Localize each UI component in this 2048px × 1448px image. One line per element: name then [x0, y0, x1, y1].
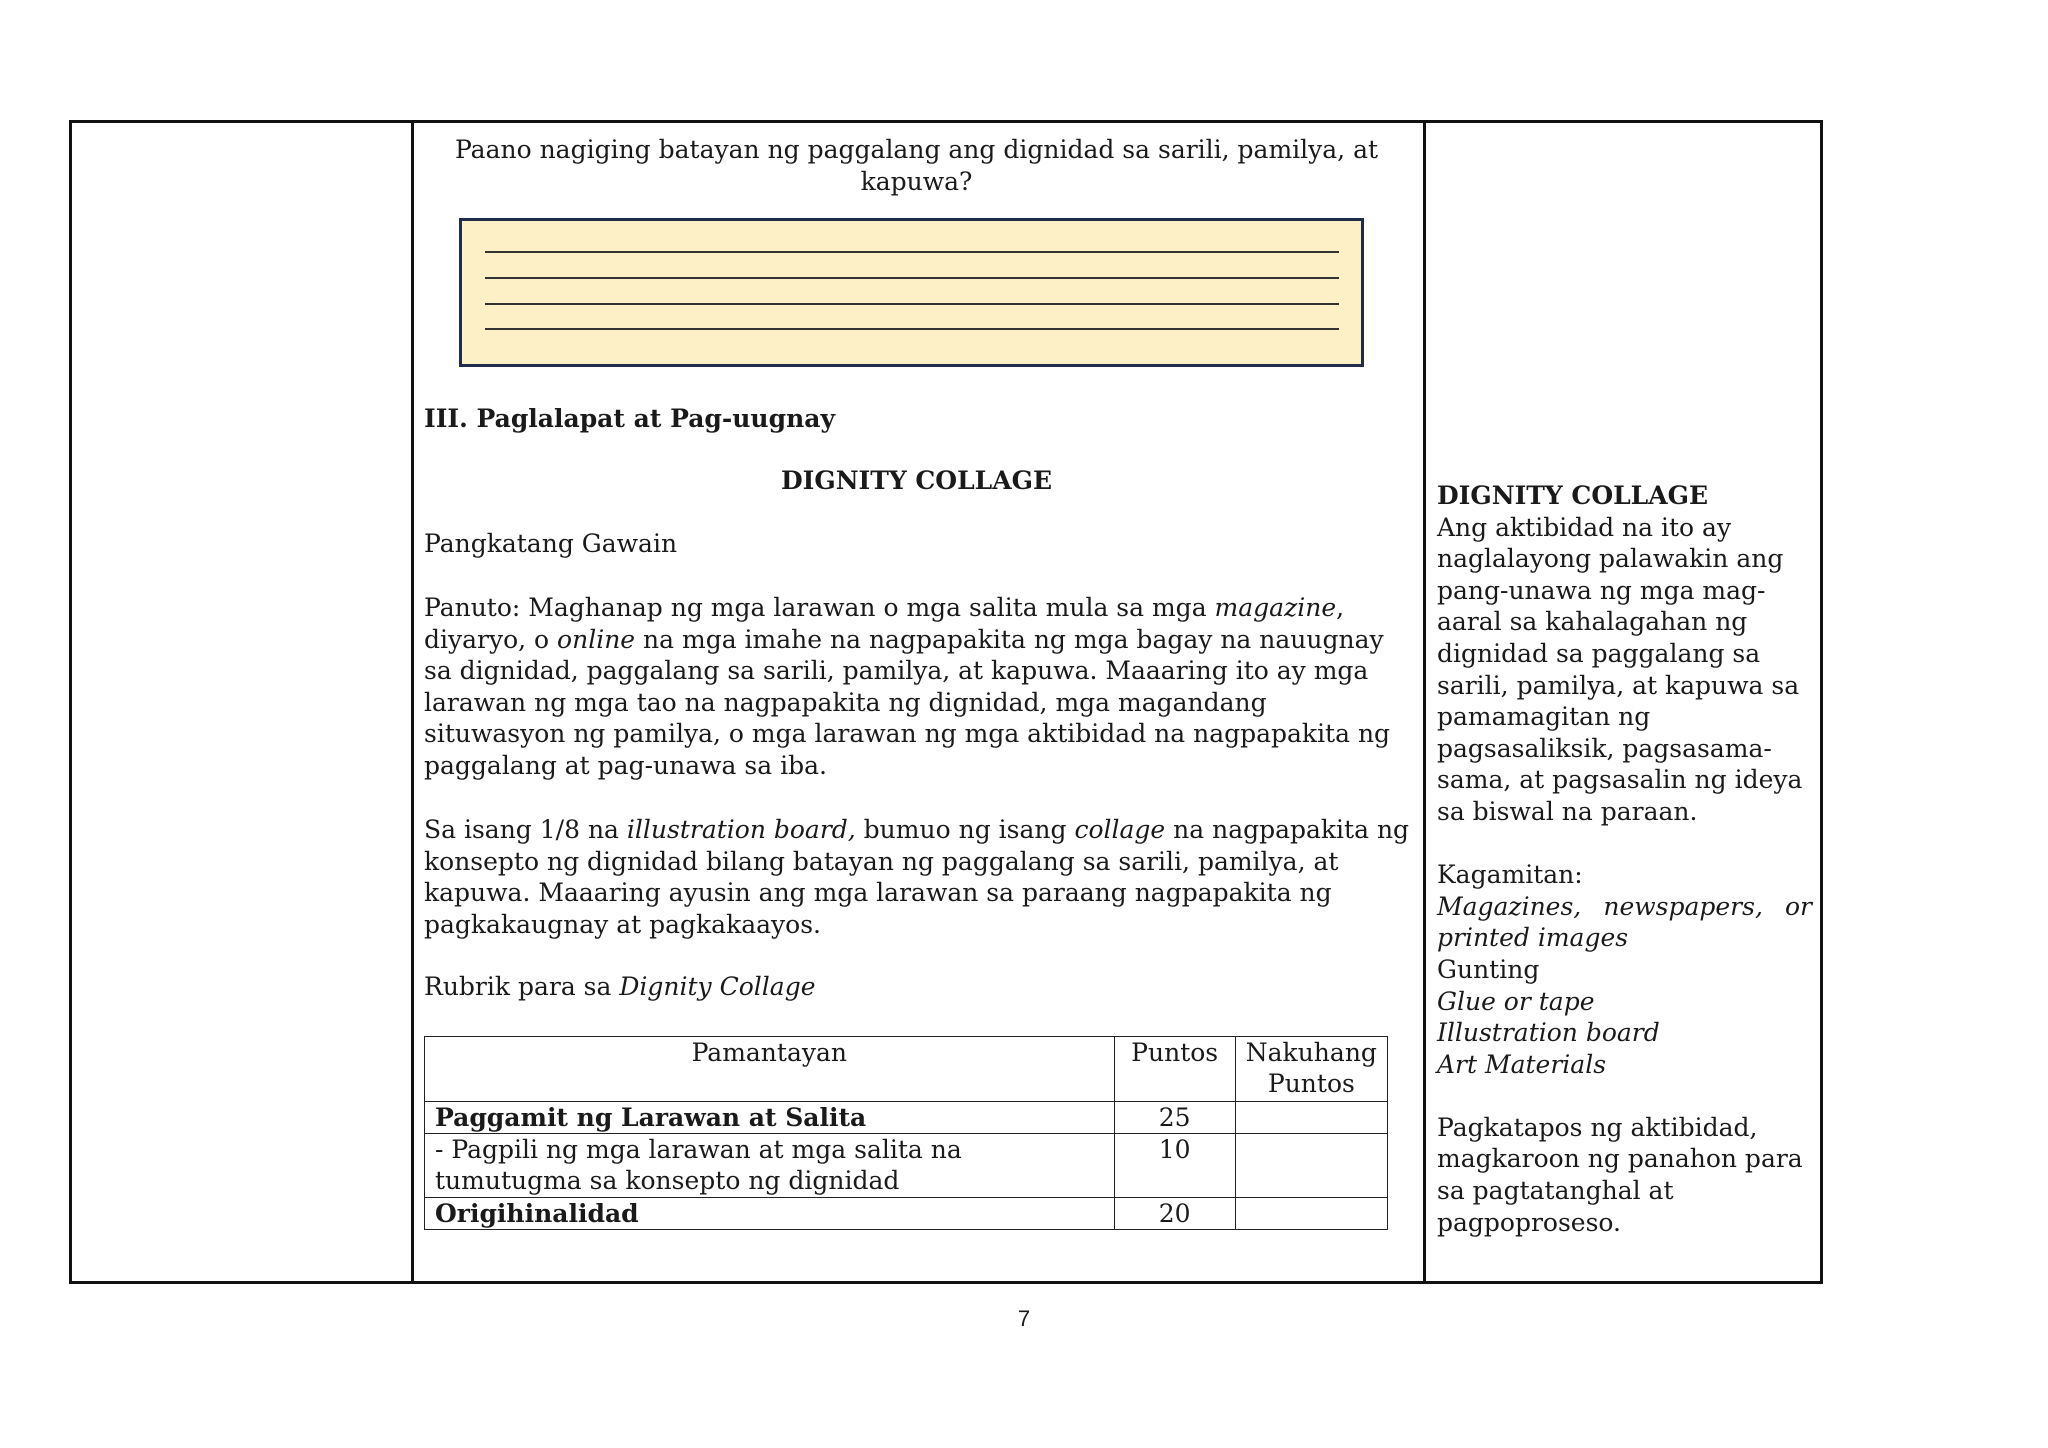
page-number: 7: [1017, 1306, 1031, 1331]
spacer: [1437, 828, 1812, 860]
instructions-text: Panuto: Maghanap ng mga larawan o mga salita mula sa mga: [424, 593, 1215, 622]
materials-item: Magazines, newspapers, or: [1437, 891, 1812, 921]
rubric-label: [424, 972, 816, 1001]
teacher-notes-column: [1437, 480, 1812, 1238]
points-cell: 20: [1114, 1198, 1235, 1230]
table-row: [425, 1102, 1388, 1134]
criteria-line-2: tumutugma sa konsepto ng dignidad: [435, 1166, 900, 1195]
answer-line: [485, 303, 1339, 305]
answer-line: [485, 328, 1339, 330]
section-heading: III. Paglalapat at Pag-uugnay: [424, 404, 835, 433]
earned-points-cell[interactable]: [1235, 1134, 1387, 1198]
instructions-text: Sa isang 1/8 na: [424, 815, 627, 844]
header-criteria: Pamantayan: [425, 1037, 1115, 1102]
rubric-label-prefix: Rubrik para sa: [424, 972, 620, 1001]
reflection-question: [424, 134, 1409, 198]
activity-title: DIGNITY COLLAGE: [780, 466, 1053, 495]
question-line-1: Paano nagiging batayan ng paggalang ang dignidad sa sarili, pamilya, at: [454, 135, 1379, 164]
header-earned-line-2: Puntos: [1267, 1069, 1355, 1098]
instructions-paragraph-1: [424, 592, 1414, 782]
answer-box[interactable]: [459, 218, 1364, 367]
group-activity-label: Pangkatang Gawain: [424, 529, 678, 558]
table-row: [425, 1198, 1388, 1230]
column-divider-right: [1423, 123, 1426, 1281]
rubric-table: [424, 1036, 1388, 1230]
answer-line: [485, 251, 1339, 253]
instructions-italic: illustration board,: [626, 815, 856, 844]
instructions-paragraph-2: [424, 814, 1414, 940]
rubric-label-title: Dignity Collage: [619, 972, 816, 1001]
spacer: [1437, 1080, 1812, 1112]
materials-item: Art Materials: [1437, 1049, 1607, 1079]
table-row: [425, 1134, 1388, 1198]
instructions-text: bumuo ng isang: [855, 815, 1075, 844]
criteria-line-1: - Pagpili ng mga larawan at mga salita na: [435, 1135, 962, 1164]
instructions-text: , diyaryo, o: [424, 593, 1345, 654]
instructions-italic: magazine: [1214, 593, 1337, 622]
materials-label: Kagamitan:: [1437, 860, 1583, 890]
instructions-text: na mga imahe na nagpapakita ng mga bagay na nauugnay sa dignidad, paggalang sa sarili, pamilya, at kapuwa. Maaaring ito ay mga larawan ng mga tao na nagpapakita ng dignidad, mga magandang situwasyon ng pamilya, o mga larawan ng mga aktibidad na nagpapakita ng paggalang at pag-unawa sa iba.: [424, 624, 1391, 780]
notes-title: DIGNITY COLLAGE: [1437, 481, 1709, 510]
instructions-italic: collage: [1074, 815, 1166, 844]
points-cell: 25: [1114, 1102, 1235, 1134]
materials-item: printed images: [1437, 923, 1629, 953]
header-points: Puntos: [1114, 1037, 1235, 1102]
instructions-italic: online: [557, 624, 636, 654]
points-cell: 10: [1114, 1134, 1235, 1198]
materials-item: Gunting: [1437, 954, 1540, 984]
criteria-cell: Origihinalidad: [425, 1198, 1115, 1230]
earned-points-cell[interactable]: [1235, 1102, 1387, 1134]
criteria-cell: Paggamit ng Larawan at Salita: [425, 1102, 1115, 1134]
table-header-row: [425, 1037, 1388, 1102]
instructions-text: na nagpapakita ng konsepto ng dignidad bilang batayan ng paggalang sa sarili, pamilya, at kapuwa. Maaaring ayusin ang mga larawan sa paraang nagpapakita ng pagkakaugnay at pagkakaayos.: [424, 815, 1410, 939]
materials-item: Illustration board: [1437, 1018, 1660, 1048]
header-earned-points: [1235, 1037, 1387, 1102]
question-line-2: kapuwa?: [860, 167, 973, 196]
answer-line: [485, 277, 1339, 279]
earned-points-cell[interactable]: [1235, 1198, 1387, 1230]
criteria-cell: [425, 1134, 1115, 1198]
notes-closing: Pagkatapos ng aktibidad, magkaroon ng panahon para sa pagtatanghal at pagpoproseso.: [1437, 1112, 1803, 1237]
column-divider-left: [411, 123, 414, 1281]
header-earned-line-1: Nakuhang: [1245, 1038, 1377, 1067]
materials-item: Glue or tape: [1437, 986, 1595, 1016]
notes-description: Ang aktibidad na ito ay naglalayong palawakin ang pang-unawa ng mga mag-aaral sa kahalagahan ng dignidad sa paggalang sa sarili, pamilya, at kapuwa sa pamamagitan ng pagsasaliksik, pagsasama-sama, at pagsasalin ng ideya sa biswal na paraan.: [1437, 512, 1803, 826]
